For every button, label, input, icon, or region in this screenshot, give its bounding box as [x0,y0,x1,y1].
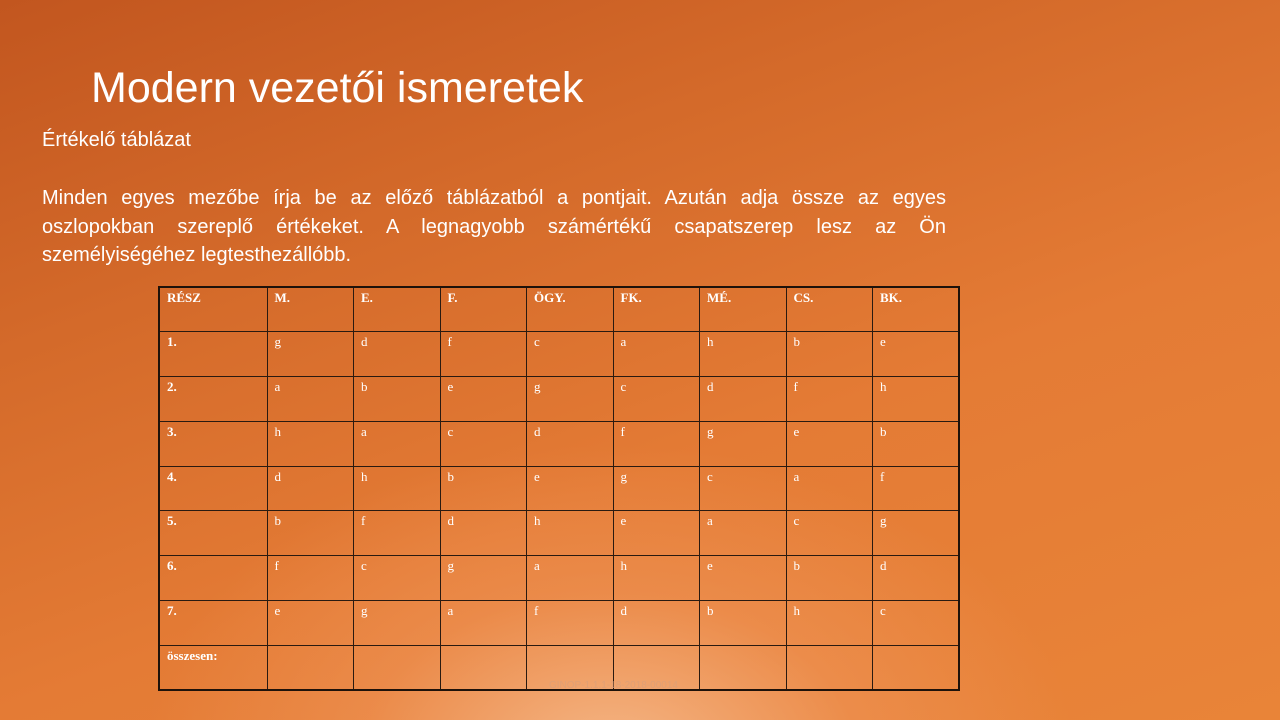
total-cell-me[interactable] [700,645,787,690]
header-cell-ogy: ÖGY. [527,287,614,332]
total-cell-f[interactable] [440,645,527,690]
table-cell: h [873,377,960,422]
table-cell: f [786,377,873,422]
table-cell: c [354,556,441,601]
footer-project-code: GINOP-1.1.1-18-2018-00014 [549,680,678,691]
header-cell-bk: BK. [873,287,960,332]
table-cell: a [267,377,354,422]
table-cell: c [527,332,614,377]
row-label: 5. [159,511,267,556]
row-label: 2. [159,377,267,422]
table-row [159,421,959,466]
table-cell: e [440,377,527,422]
table-cell: h [527,511,614,556]
table-cell: b [786,556,873,601]
total-label: összesen: [159,645,267,690]
table-cell: a [527,556,614,601]
table-cell: b [873,421,960,466]
table-cell: a [354,421,441,466]
slide-subtitle: Értékelő táblázat [42,129,191,151]
table-cell: f [267,556,354,601]
table-cell: g [267,332,354,377]
header-cell-me: MÉ. [700,287,787,332]
table-cell: b [354,377,441,422]
table-cell: f [354,511,441,556]
table-cell: c [873,600,960,645]
table-cell: f [527,600,614,645]
table-row [159,556,959,601]
table-cell: a [613,332,700,377]
table-cell: h [613,556,700,601]
table-cell: b [700,600,787,645]
table-cell: d [527,421,614,466]
table-cell: h [354,466,441,511]
table-row [159,377,959,422]
table-cell: e [786,421,873,466]
table-cell: e [873,332,960,377]
table-row [159,332,959,377]
table-cell: c [786,511,873,556]
table-cell: e [613,511,700,556]
table-cell: g [613,466,700,511]
table-cell: f [440,332,527,377]
table-cell: d [700,377,787,422]
table-cell: f [613,421,700,466]
table-row [159,466,959,511]
table-cell: c [700,466,787,511]
header-cell-m: M. [267,287,354,332]
header-cell-cs: CS. [786,287,873,332]
header-cell-fk: FK. [613,287,700,332]
table-row [159,511,959,556]
table-cell: a [440,600,527,645]
row-label: 3. [159,421,267,466]
table-cell: d [613,600,700,645]
table-cell: h [786,600,873,645]
total-cell-bk[interactable] [873,645,960,690]
table-cell: e [700,556,787,601]
table-cell: e [267,600,354,645]
table-cell: g [354,600,441,645]
header-cell-resz: RÉSZ [159,287,267,332]
table-cell: g [700,421,787,466]
total-cell-m[interactable] [267,645,354,690]
table-cell: d [440,511,527,556]
table-cell: c [440,421,527,466]
table-cell: d [267,466,354,511]
table-cell: b [440,466,527,511]
table-cell: d [873,556,960,601]
table-cell: g [873,511,960,556]
instructions-paragraph: Minden egyes mezőbe írja be az előző táblázatból a pontjait. Azután adja össze az egyes oszlopokban szereplő értékeket. A legnagyobb számértékű csapatszerep lesz az Ön személyiségéhez legtesthezállóbb. [42,187,946,266]
row-label: 7. [159,600,267,645]
table-cell: b [267,511,354,556]
table-cell: e [527,466,614,511]
row-label: 4. [159,466,267,511]
slide-title: Modern vezetői ismeretek [91,64,584,112]
table-cell: h [267,421,354,466]
total-cell-e[interactable] [354,645,441,690]
table-cell: f [873,466,960,511]
table-cell: c [613,377,700,422]
table-cell: d [354,332,441,377]
header-cell-f: F. [440,287,527,332]
table-header-row [159,287,959,332]
header-cell-e: E. [354,287,441,332]
row-label: 1. [159,332,267,377]
total-cell-cs[interactable] [786,645,873,690]
table-cell: a [700,511,787,556]
table-row [159,600,959,645]
table-cell: g [527,377,614,422]
table-cell: b [786,332,873,377]
row-label: 6. [159,556,267,601]
table-cell: a [786,466,873,511]
evaluation-table [158,286,960,691]
table-cell: g [440,556,527,601]
table-cell: h [700,332,787,377]
